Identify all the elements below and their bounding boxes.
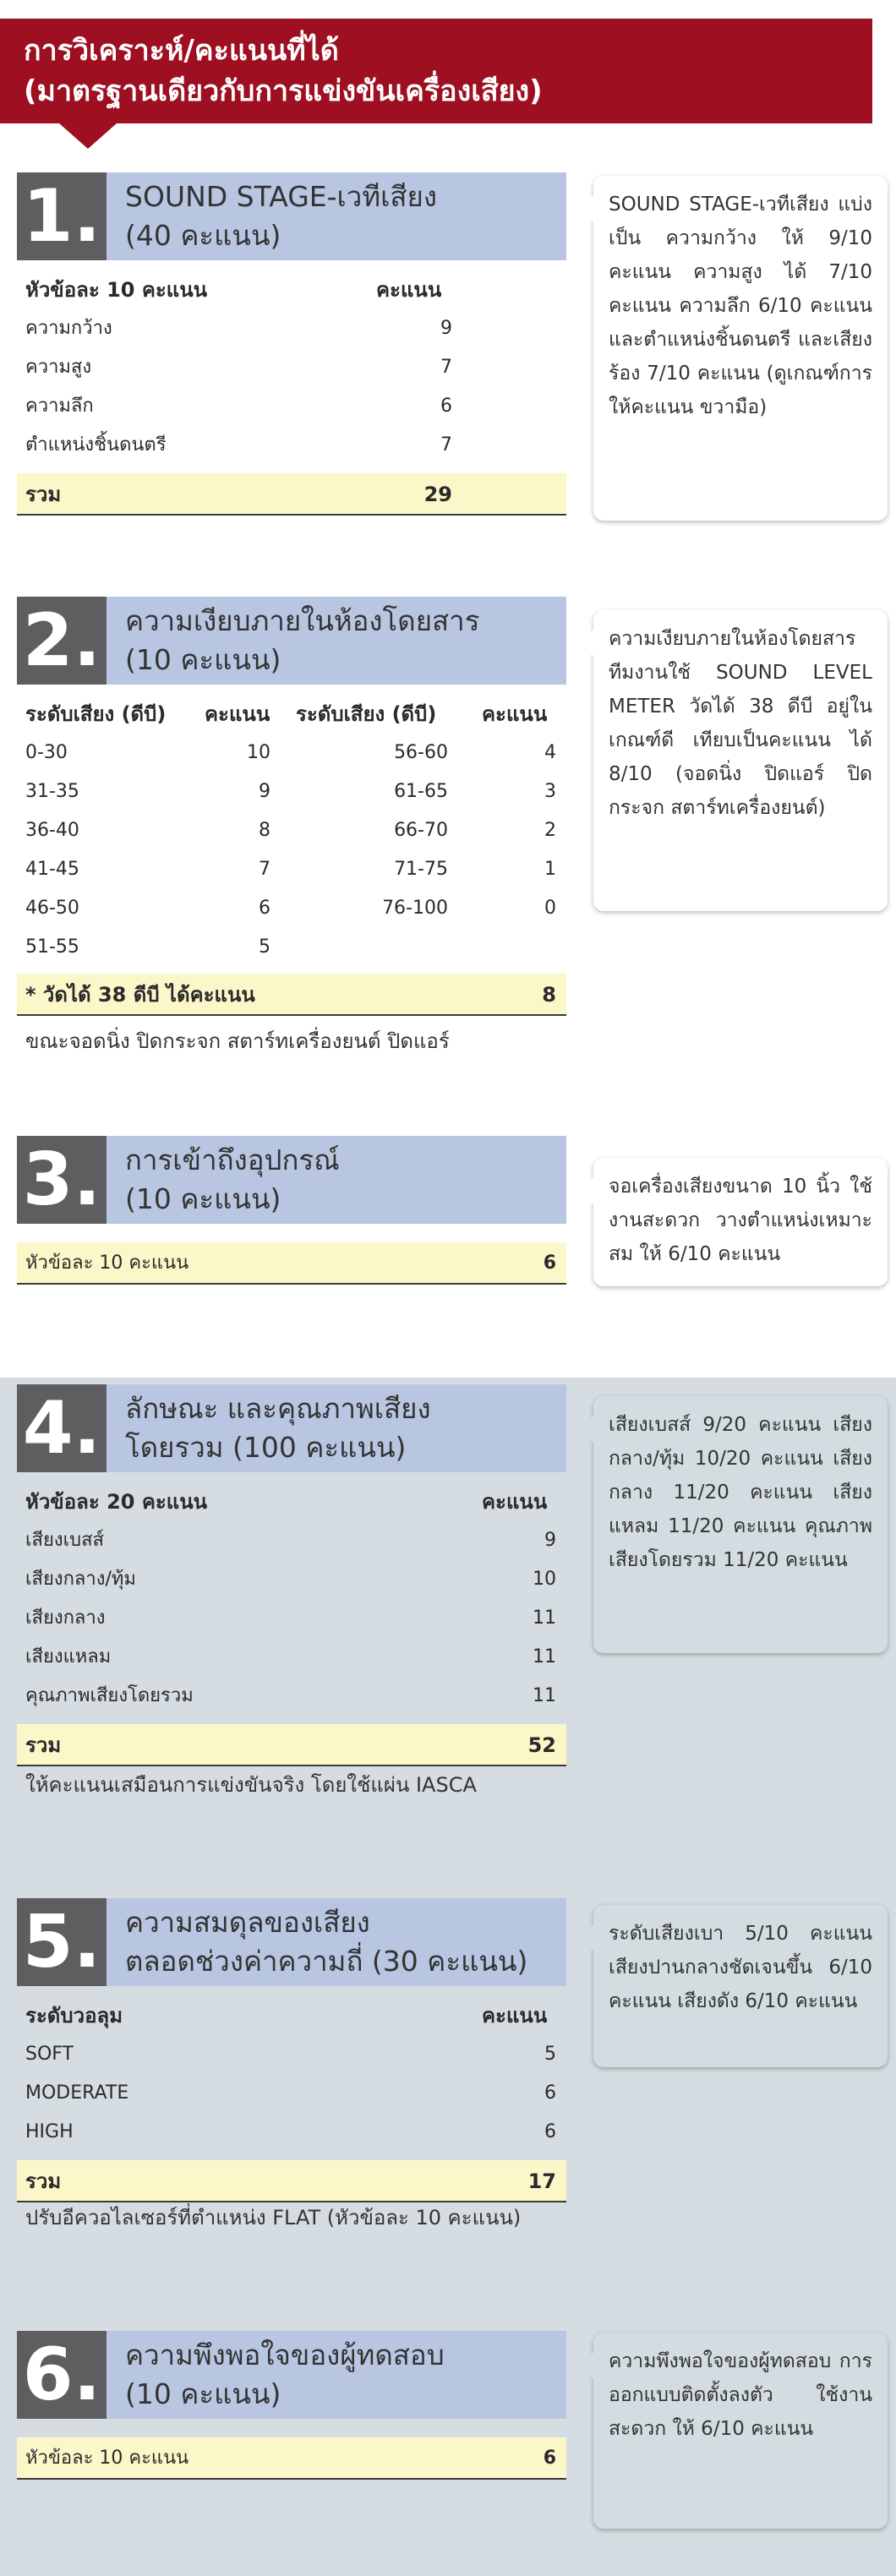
header-volume: ระดับวอลุม [25, 2004, 123, 2028]
section-number: 3. [17, 1136, 107, 1224]
section-header [17, 1898, 566, 1986]
table-header [17, 1996, 566, 2035]
section-title-line1: การเข้าถึงอุปกรณ์ [125, 1143, 340, 1176]
section-number: 4. [17, 1384, 107, 1472]
header-topic: หัวข้อละ 10 คะแนน [25, 278, 208, 302]
row-score: 9 [440, 318, 452, 339]
page-banner [0, 19, 872, 123]
total-score: 17 [527, 2169, 556, 2193]
section-note: ขณะจอดนิ่ง ปิดกระจก สตาร์ทเครื่องยนต์ ปิดแอร์ [25, 1029, 450, 1053]
score-table [17, 1482, 566, 1766]
total-row [17, 473, 566, 516]
total-label: หัวข้อละ 10 คะแนน [25, 2448, 189, 2469]
section-header [17, 1384, 566, 1472]
section-title [125, 2336, 565, 2414]
table-row: เสียงกลาง 11 [25, 1607, 556, 1629]
section-header [17, 1136, 566, 1224]
banner-title-line2: (มาตรฐานเดียวกับการแข่งขันเครื่องเสียง) [24, 74, 543, 108]
section-header [17, 172, 566, 260]
section-title [125, 1389, 565, 1467]
section-title-line1: ความเงียบภายในห้องโดยสาร [125, 604, 480, 637]
header-score-2: คะแนน [482, 702, 548, 726]
table-row: SOFT 5 [25, 2044, 556, 2065]
section-title-line2: ตลอดช่วงค่าความถี่ (30 คะแนน) [125, 1945, 528, 1978]
total-label: รวม [25, 1733, 62, 1757]
header-level-2: ระดับเสียง (ดีบี) [296, 702, 437, 726]
table-header [17, 270, 566, 309]
total-row [17, 2437, 566, 2480]
section-title-line2: โดยรวม (100 คะแนน) [125, 1431, 407, 1464]
header-score: คะแนน [376, 278, 442, 302]
total-label: หัวข้อละ 10 คะแนน [25, 1253, 189, 1274]
total-score: 6 [543, 1253, 556, 1274]
table-row [17, 348, 566, 387]
section-number: 2. [17, 597, 107, 685]
row-label: ความสูง [25, 357, 92, 378]
table-row: เสียงเบสส์ 9 [25, 1530, 556, 1551]
section-4 [17, 1384, 871, 1824]
callout-note: ความพึงพอใจของผู้ทดสอบ การออกแบบติดตั้งลงตัว ใช้งานสะดวก ให้ 6/10 คะแนน [593, 2333, 888, 2529]
banner-title-line1: การวิเคราะห์/คะแนนที่ได้ [24, 34, 339, 68]
callout-note: จอเครื่องเสียงขนาด 10 นิ้ว ใช้งานสะดวก วางตำแหน่งเหมาะสม ให้ 6/10 คะแนน [593, 1158, 888, 1286]
total-score: 52 [527, 1733, 556, 1757]
section-number: 6. [17, 2331, 107, 2419]
section-title-line1: ความสมดุลของเสียง [125, 1906, 370, 1939]
header-score: คะแนน [205, 702, 270, 726]
table-row: 0-30 10 56-60 4 [25, 742, 556, 763]
section-title-line2: (10 คะแนน) [125, 1182, 281, 1215]
banner-arrow [59, 123, 117, 149]
total-row [17, 1724, 566, 1766]
total-label: * วัดได้ 38 ดีบี ได้คะแนน [25, 983, 255, 1007]
table-row: 46-50 6 76-100 0 [25, 898, 556, 919]
section-title-line1: SOUND STAGE-เวทีเสียง [125, 180, 437, 213]
table-row: 31-35 9 61-65 3 [25, 781, 556, 802]
table-row [17, 426, 566, 465]
section-title-line2: (40 คะแนน) [125, 219, 281, 252]
score-table [17, 1996, 566, 2202]
callout-note: ความเงียบภายในห้องโดยสาร ทีมงานใช้ SOUND LEVEL METER วัดได้ 38 ดีบี อยู่ในเกณฑ์ดี เทียบเป็นคะแนน ได้ 8/10 (จอดนิ่ง ปิดแอร์ ปิดกระจก สตาร์ทเครื่องยนต์) [593, 610, 888, 911]
table-row: MODERATE 6 [25, 2082, 556, 2104]
section-3 [17, 1136, 871, 1305]
score-table [17, 270, 566, 516]
row-score: 7 [440, 357, 452, 378]
total-score: 8 [542, 983, 556, 1007]
total-label: รวม [25, 2169, 62, 2193]
section-title-line2: (10 คะแนน) [125, 2377, 281, 2410]
header-score: คะแนน [482, 1490, 548, 1514]
total-row [17, 1242, 566, 1285]
section-6 [17, 2331, 871, 2551]
section-header [17, 2331, 566, 2419]
header-score: คะแนน [482, 2004, 548, 2028]
section-note: ให้คะแนนเสมือนการแข่งขันจริง โดยใช้แผ่น IASCA [25, 1773, 477, 1797]
section-title [125, 177, 565, 255]
section-note: ปรับอีควอไลเซอร์ที่ตำแหน่ง FLAT (หัวข้อละ 10 คะแนน) [25, 2206, 522, 2229]
total-row [17, 2160, 566, 2202]
callout-note: เสียงเบสส์ 9/20 คะแนน เสียงกลาง/ทุ้ม 10/20 คะแนน เสียงกลาง 11/20 คะแนน เสียงแหลม 11/20 คะแนน คุณภาพเสียงโดยรวม 11/20 คะแนน [593, 1396, 888, 1653]
total-score: 29 [423, 483, 452, 506]
score-table [17, 695, 566, 1016]
table-row: HIGH 6 [25, 2121, 556, 2142]
total-label: รวม [25, 483, 62, 506]
table-header [17, 1482, 566, 1521]
table-header [17, 695, 566, 734]
row-label: ความลึก [25, 396, 94, 417]
table-row: เสียงกลาง/ทุ้ม 10 [25, 1569, 556, 1590]
row-score: 7 [440, 434, 452, 456]
total-row [17, 974, 566, 1016]
table-row: คุณภาพเสียงโดยรวม 11 [25, 1685, 556, 1706]
section-title [125, 602, 565, 679]
section-number: 1. [17, 172, 107, 260]
score-table [17, 2437, 566, 2480]
callout-note: SOUND STAGE-เวทีเสียง แบ่งเป็น ความกว้าง ให้ 9/10 คะแนน ความสูง ได้ 7/10 คะแนน ความลึก 6/10 คะแนน และตำแหน่งชิ้นดนตรี และเสียงร้อง 7/10 คะแนน (ดูเกณฑ์การให้คะแนน ขวามือ) [593, 176, 888, 521]
section-header [17, 597, 566, 685]
table-row: 51-55 5 [25, 936, 270, 958]
section-title [125, 1141, 565, 1219]
table-row [17, 309, 566, 348]
section-5 [17, 1898, 871, 2253]
section-1 [17, 172, 871, 527]
section-title [125, 1903, 565, 1981]
header-level: ระดับเสียง (ดีบี) [25, 702, 167, 726]
section-2 [17, 597, 871, 1070]
total-score: 6 [543, 2448, 556, 2469]
section-title-line1: ความพึงพอใจของผู้ทดสอบ [125, 2339, 445, 2371]
header-topic: หัวข้อละ 20 คะแนน [25, 1490, 208, 1514]
row-label: ตำแหน่งชิ้นดนตรี [25, 434, 167, 456]
table-row: 41-45 7 71-75 1 [25, 859, 556, 880]
section-title-line1: ลักษณะ และคุณภาพเสียง [125, 1392, 431, 1425]
row-label: ความกว้าง [25, 318, 112, 339]
table-row: เสียงแหลม 11 [25, 1646, 556, 1667]
callout-note: ระดับเสียงเบา 5/10 คะแนน เสียงปานกลางชัดเจนขึ้น 6/10 คะแนน เสียงดัง 6/10 คะแนน [593, 1905, 888, 2067]
row-score: 6 [440, 396, 452, 417]
score-table [17, 1242, 566, 1285]
section-title-line2: (10 คะแนน) [125, 643, 281, 676]
table-row: 36-40 8 66-70 2 [25, 820, 556, 841]
table-row [17, 387, 566, 426]
section-number: 5. [17, 1898, 107, 1986]
